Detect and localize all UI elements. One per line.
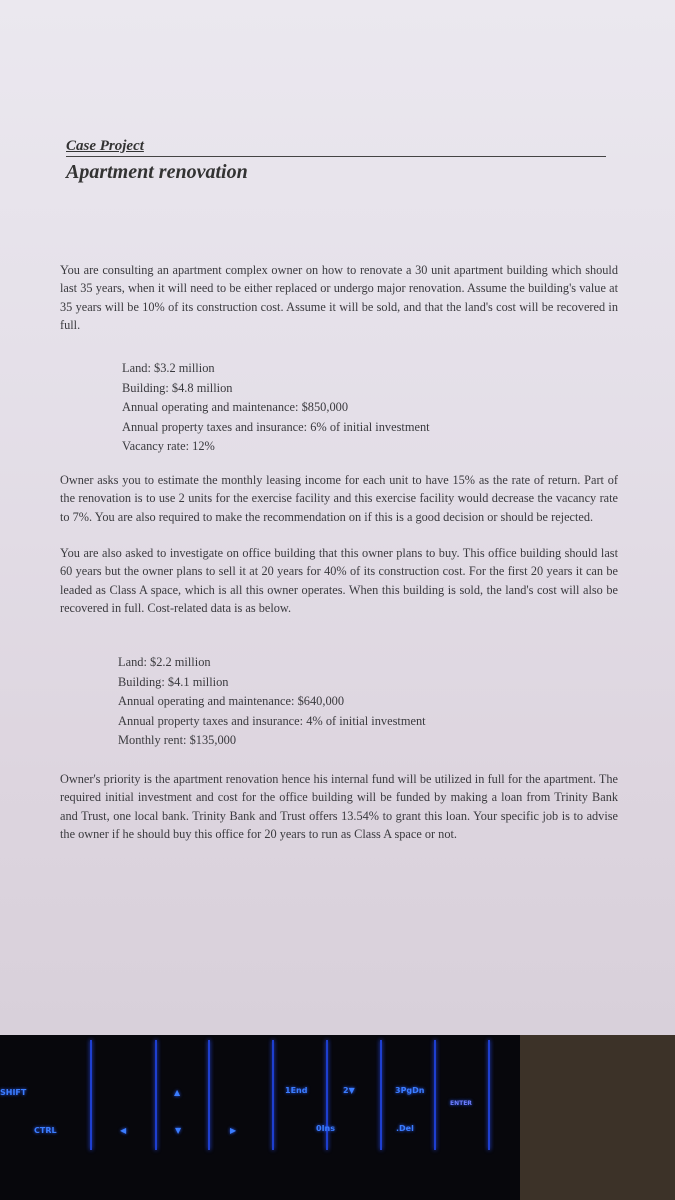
list-item: Vacancy rate: 12% (122, 439, 215, 453)
list-item: Monthly rent: $135,000 (118, 733, 237, 747)
office-data-list (118, 653, 426, 751)
key-right[interactable]: ▶ (230, 1126, 237, 1135)
key-enter[interactable]: ENTER (450, 1100, 472, 1107)
office-paragraph: You are also asked to investigate on office building that this owner plans to buy. This office building should last 60 years but the owner plans to sell it at 20 years for 40% of its construction cost. For the first 20 years it can be leaded as Class A space, which is all this owner operates. When this building is sold, the land's cost will also be recovered in full. Cost-related data is as below. (60, 546, 618, 615)
key-numpad-1[interactable]: 1End (285, 1086, 308, 1095)
keyboard (0, 1035, 520, 1200)
list-item: Land: $2.2 million (118, 655, 211, 669)
page-title: Apartment renovation (66, 161, 248, 183)
list-item: Annual property taxes and insurance: 4% of initial investment (118, 713, 426, 728)
leasing-paragraph: Owner asks you to estimate the monthly leasing income for each unit to have 15% as the rate of return. Part of the renovation is to use 2 units for the exercise facility and this exercise facility would decrease the vacancy rate to 7%. You are also required to make the recommendation on if this is a good decision or should be rejected. (60, 473, 618, 524)
list-item: Annual operating and maintenance: $850,000 (122, 400, 349, 414)
floor-background (520, 1035, 675, 1200)
key-ctrl[interactable]: CTRL (34, 1126, 57, 1135)
key-numpad-2[interactable]: 2▼ (343, 1086, 355, 1095)
list-item: Land: $3.2 million (122, 361, 215, 375)
title-block (66, 138, 606, 184)
list-item: Building: $4.8 million (122, 380, 233, 395)
key-down[interactable]: ▼ (175, 1126, 182, 1135)
key-numpad-del[interactable]: .Del (396, 1124, 414, 1133)
list-item: Building: $4.1 million (118, 674, 229, 689)
apartment-data-list (122, 359, 430, 457)
key-numpad-3[interactable]: 3PgDn (395, 1086, 425, 1095)
key-left[interactable]: ◀ (120, 1126, 127, 1135)
intro-paragraph: You are consulting an apartment complex owner on how to renovate a 30 unit apartment building which should last 35 years, when it will need to be either replaced or undergo major renovation. Assume the building's value at 35 years will be 10% of its construction cost. Assume it will be sold, and that the land's cost will be recovered in full. (60, 263, 618, 332)
list-item: Annual property taxes and insurance: 6% of initial investment (122, 419, 430, 434)
key-shift[interactable]: SHIFT (0, 1088, 27, 1097)
list-item: Annual operating and maintenance: $640,000 (118, 694, 345, 708)
key-numpad-0[interactable]: 0Ins (316, 1124, 335, 1133)
funding-paragraph: Owner's priority is the apartment renovation hence his internal fund will be utilized in full for the apartment. The required initial investment and cost for the office building will be funded by making a loan from Trinity Bank and Trust, one local bank. Trinity Bank and Trust offers 13.54% to grant this loan. Your specific job is to advise the owner if he should buy this office for 20 years to run as Class A space or not. (60, 772, 618, 841)
key-up[interactable]: ▲ (174, 1088, 181, 1097)
section-label: Case Project (66, 138, 606, 157)
